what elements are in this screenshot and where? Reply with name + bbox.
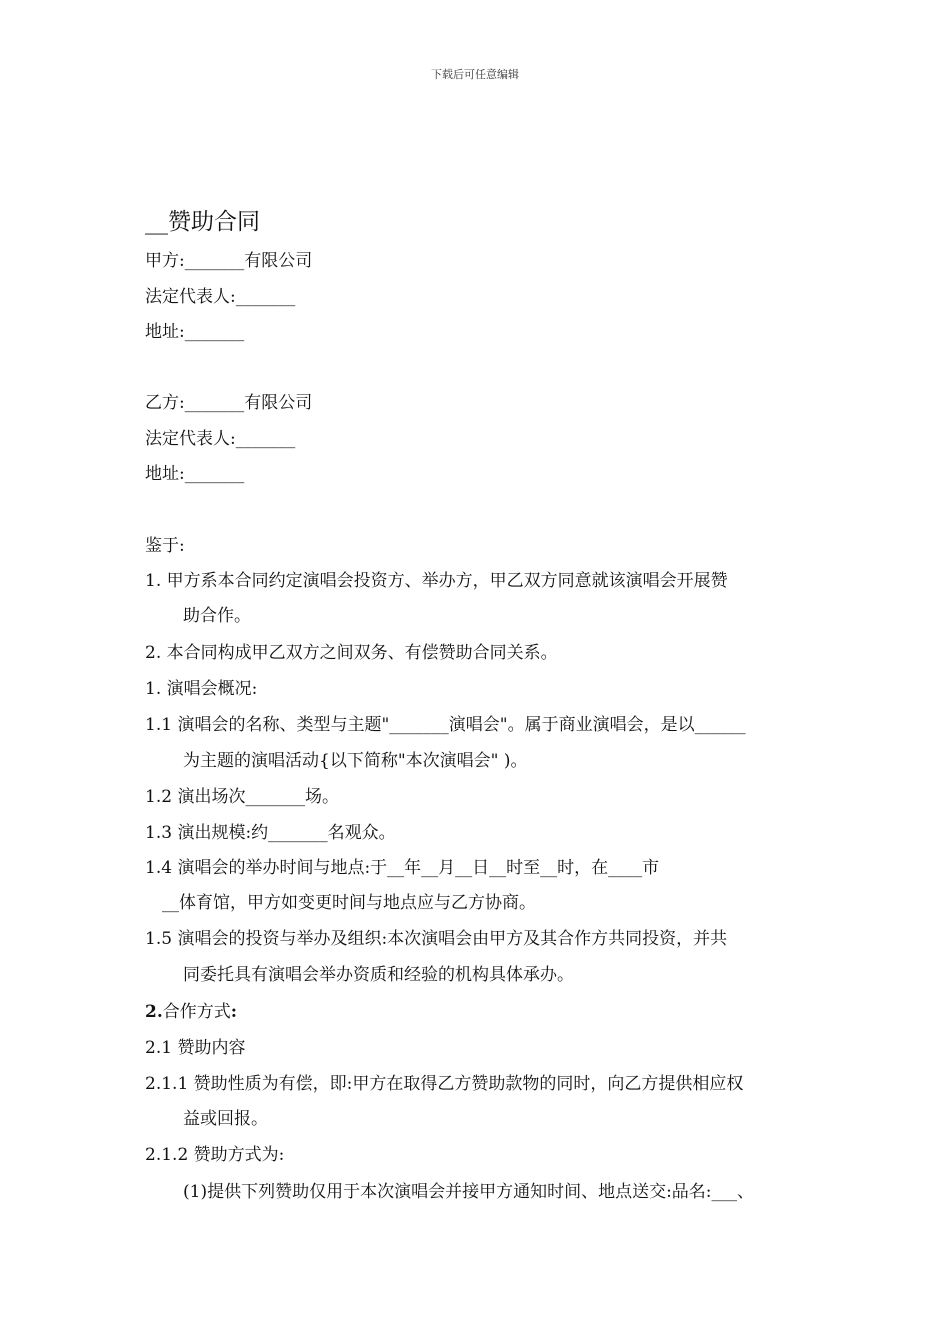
section-2-heading xyxy=(145,1001,237,1023)
header-note: 下载后可任意编辑 xyxy=(431,68,519,81)
clause-2-1-1: 2.1.1 赞助性质为有偿，即:甲方在取得乙方赞助款物的同时，向乙方提供相应权 xyxy=(145,1074,744,1094)
whereas-item-1-cont: 助合作。 xyxy=(183,606,251,626)
clause-1-5: 1.5 演唱会的投资与举办及组织:本次演唱会由甲方及其合作方共同投资，并共 xyxy=(145,929,728,949)
section-1-heading: 1. 演唱会概况: xyxy=(145,679,258,699)
section-2-number: 2. xyxy=(145,1002,163,1022)
clause-2-1-2-item-1: (1)提供下列赞助仅用于本次演唱会并接甲方通知时间、地点送交:品名:___、 xyxy=(183,1182,755,1202)
party-b-address: 地址:_______ xyxy=(145,464,245,484)
document-title: __赞助合同 xyxy=(145,209,260,235)
clause-1-4: 1.4 演唱会的举办时间与地点:于__年__月__日__时至__时，在____市 xyxy=(145,858,660,878)
whereas-item-2: 2. 本合同构成甲乙双方之间双务、有偿赞助合同关系。 xyxy=(145,643,558,663)
clause-1-3: 1.3 演出规模:约_______名观众。 xyxy=(145,823,396,843)
party-b-name: 乙方:_______有限公司 xyxy=(145,393,313,413)
whereas-label: 鉴于: xyxy=(145,536,185,556)
party-a-rep: 法定代表人:_______ xyxy=(145,287,296,307)
clause-2-1: 2.1 赞助内容 xyxy=(145,1038,246,1058)
section-2-title: 合作方式 xyxy=(162,1002,231,1022)
whereas-item-1: 1. 甲方系本合同约定演唱会投资方、举办方，甲乙双方同意就该演唱会开展赞 xyxy=(145,571,728,591)
clause-1-4-cont: __体育馆，甲方如变更时间与地点应与乙方协商。 xyxy=(162,893,536,913)
clause-2-1-2: 2.1.2 赞助方式为: xyxy=(145,1145,285,1165)
section-2-colon: : xyxy=(230,1002,238,1022)
clause-1-5-cont: 同委托具有演唱会举办资质和经验的机构具体承办。 xyxy=(183,965,574,985)
clause-1-1-cont: 为主题的演唱活动{以下简称"本次演唱会" )。 xyxy=(183,751,528,771)
party-a-name: 甲方:_______有限公司 xyxy=(145,251,313,271)
clause-2-1-1-cont: 益或回报。 xyxy=(183,1109,268,1129)
clause-1-1: 1.1 演唱会的名称、类型与主题"_______演唱会"。属于商业演唱会，是以______ xyxy=(145,715,746,735)
party-a-address: 地址:_______ xyxy=(145,322,245,342)
party-b-rep: 法定代表人:_______ xyxy=(145,429,296,449)
clause-1-2: 1.2 演出场次_______场。 xyxy=(145,787,339,807)
